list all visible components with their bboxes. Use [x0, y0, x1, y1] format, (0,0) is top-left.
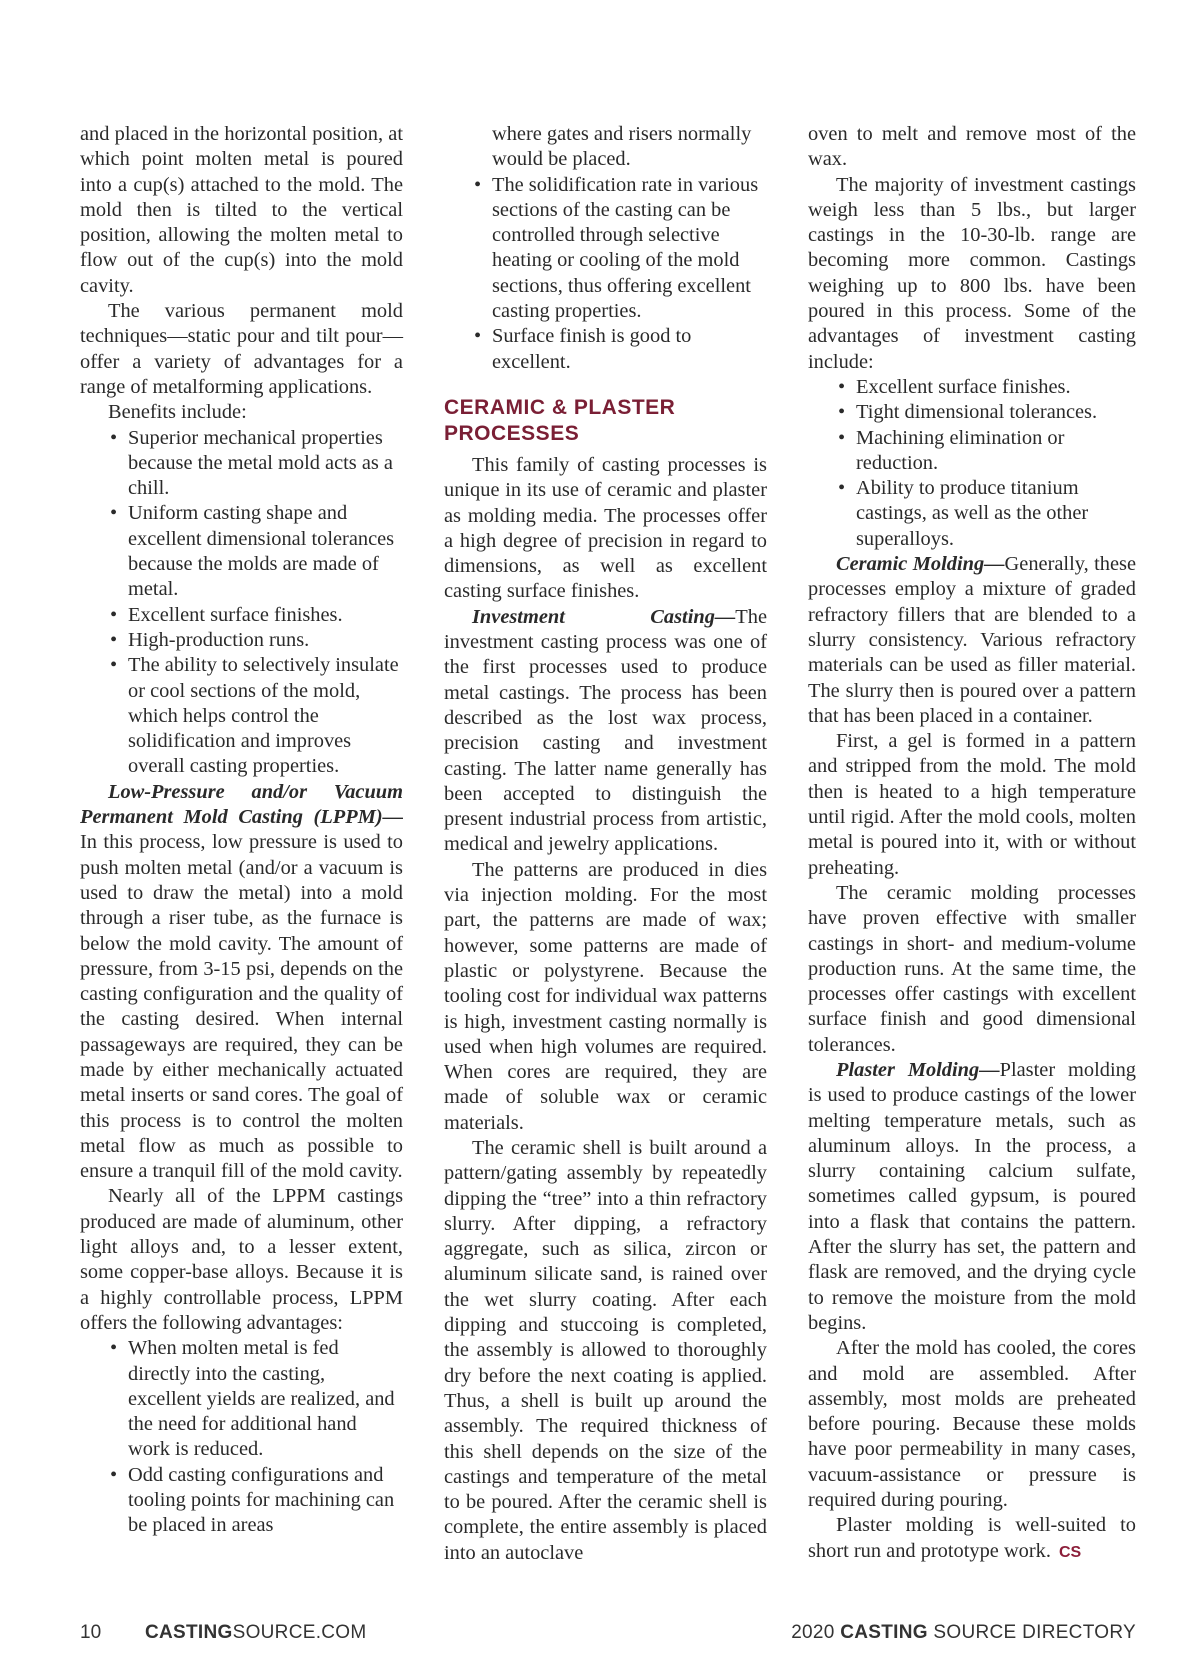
site-name [145, 1622, 367, 1644]
list-item: • Uniform casting shape and excellent dimensional tolerances because the molds are made of metal. [80, 501, 403, 602]
list-item: • Machining elimination or reduction. [808, 426, 1136, 477]
list-item-continued: where gates and risers normally would be placed. [492, 123, 752, 171]
paragraph: First, a gel is formed in a pattern and stripped from the mold. The mold then is heated to a high temperature until rigid. After the mold cools, molten metal is poured into it, with or without preheating. [808, 730, 1136, 879]
column-1 [80, 122, 403, 1539]
paragraph: oven to melt and remove most of the wax. [808, 123, 1136, 171]
list-item: • Tight dimensional tolerances. [808, 400, 1136, 425]
list-item: • Surface finish is good to excellent. [444, 324, 767, 375]
directory-year: 2020 [791, 1622, 841, 1643]
section-heading: CERAMIC & PLASTER PROCESSES [444, 395, 676, 445]
closing-paragraph [808, 1513, 1136, 1565]
plaster-paragraph [808, 1058, 1136, 1336]
paragraph: The ceramic shell is built around a pattern/gating assembly by repeatedly dipping the “tree” into a thin refractory slurry. After dipping, a refractory aggregate, such as silica, zircon or aluminum silicate sand, is rained over the wet slurry coating. After each dipping and stuccoing is completed, the assembly is allowed to thoroughly dry before the next coating is applied. Thus, a shell is built up around the assembly. The required thickness of this shell depends on the size of the castings and temperature of the metal to be poured. After the ceramic shell is complete, the entire assembly is placed into an autoclave [444, 1136, 767, 1564]
investment-advantages-list [808, 375, 1136, 552]
investment-subhead: Investment Casting— [472, 605, 736, 628]
column-3 [808, 122, 1136, 1565]
list-item: • When molten metal is fed directly into the casting, excellent yields are realized, and the need for additional hand work is reduced. [80, 1336, 403, 1462]
list-item: • The solidification rate in various sections of the casting can be controlled through selective heating or cooling of the mold sections, thus offering excellent casting properties. [444, 173, 767, 325]
investment-text: The investment casting process was one of the first processes used to produce metal castings. The process has been described as the lost wax process, precision casting and investment casting. The latter name generally has been accepted to distinguish the present industrial process from artistic, medical and jewelry applications. [444, 605, 767, 856]
ceramic-paragraph [808, 552, 1136, 729]
list-item: • High-production runs. [80, 628, 403, 653]
continued-list [444, 122, 767, 375]
paragraph: and placed in the horizontal position, at which point molten metal is poured into a cup(s) attached to the mold. The mold then is tilted to the vertical position, allowing the molten metal to flow out of the cup(s) into the mold cavity. [80, 123, 403, 297]
closing-text: Plaster molding is well-suited to short run and prototype work. [808, 1514, 1136, 1562]
lppm-advantages-list [80, 1336, 403, 1538]
directory-rest: SOURCE DIRECTORY [927, 1622, 1136, 1643]
end-mark: CS [1058, 1543, 1082, 1561]
list-item: • Ability to produce titanium castings, as well as the other superalloys. [808, 476, 1136, 552]
list-item: • Odd casting configurations and tooling points for machining can be placed in areas [80, 1463, 403, 1539]
site-name-rest: SOURCE.COM [232, 1622, 367, 1643]
paragraph: This family of casting processes is unique in its use of ceramic and plaster as molding media. The processes offer a high degree of precision in regard to dimensions, as well as excellent casting surface finishes. [444, 453, 767, 603]
ceramic-text: Generally, these processes employ a mixture of graded refractory fillers that are blended to a slurry consistency. Various refractory materials can be used as filler material. The slurry then is poured over a pattern that has been placed in a container. [808, 553, 1137, 727]
benefits-list [80, 426, 403, 780]
ceramic-subhead: Ceramic Molding— [836, 553, 1005, 576]
lppm-paragraph [80, 780, 403, 1185]
plaster-subhead: Plaster Molding— [836, 1058, 1000, 1081]
paragraph: After the mold has cooled, the cores and mold are assembled. After assembly, most molds are preheated before pouring. Because these molds have poor permeability in many cases, vacuum-assistance or pressure is required during pouring. [808, 1337, 1136, 1512]
site-name-bold: CASTING [145, 1622, 233, 1643]
list-item: • The ability to selectively insulate or cool sections of the mold, which helps control the solidification and improves overall casting properties. [80, 653, 403, 779]
paragraph: The majority of investment castings weigh less than 5 lbs., but larger castings in the 10-30-lb. range are becoming more common. Castings weighing up to 800 lbs. have been poured in this process. Some of the advantages of investment casting include: [808, 173, 1136, 373]
directory-title [791, 1622, 1136, 1644]
plaster-text: Plaster molding is used to produce castings of the lower melting temperature metals, such as aluminum alloys. In the process, a slurry containing calcium sulfate, sometimes called gypsum, is poured into a flask that contains the pattern. After the slurry has set, the pattern and flask are removed, and the drying cycle to remove the moisture from the mold begins. [808, 1058, 1136, 1334]
list-item: • Superior mechanical properties because the metal mold acts as a chill. [80, 426, 403, 502]
paragraph: The patterns are produced in dies via injection molding. For the most part, the patterns are made of wax; however, some patterns are made of plastic or polystyrene. Because the tooling cost for individual wax patterns is high, investment casting normally is used when high volumes are required. When cores are required, they are made of soluble wax or ceramic materials. [444, 858, 767, 1134]
list-item: • Excellent surface finishes. [808, 375, 1136, 400]
lppm-subhead: Low-Pressure and/or Vacuum Permanent Mold Casting (LPPM)— [80, 780, 403, 829]
list-item: • Excellent surface finishes. [80, 603, 403, 628]
investment-paragraph [444, 605, 767, 858]
column-2 [444, 122, 767, 1566]
directory-bold: CASTING [840, 1622, 928, 1643]
lppm-text: In this process, low pressure is used to push molten metal (and/or a vacuum is used to draw the metal) into a mold through a riser tube, as the furnace is below the mold cavity. The amount of pressure, from 3-15 psi, depends on the casting configuration and the quality of the casting desired. When internal passageways are required, they can be made by either mechanically actuated metal inserts or sand cores. The goal of this process is to control the molten metal flow as much as possible to ensure a tranquil fill of the mold cavity. [80, 831, 403, 1183]
page-number: 10 [80, 1622, 102, 1643]
benefits-intro: Benefits include: [108, 401, 247, 424]
paragraph: Nearly all of the LPPM castings produced are made of aluminum, other light alloys and, to a lesser extent, some copper-base alloys. Because it is a highly controllable process, LPPM offers the following advantages: [80, 1185, 403, 1334]
paragraph: The ceramic molding processes have proven effective with smaller castings in short- and medium-volume production runs. At the same time, the processes offer castings with excellent surface finish and good dimensional tolerances. [808, 881, 1136, 1056]
paragraph: The various permanent mold techniques—static pour and tilt pour—offer a variety of advantages for a range of metalforming applications. [80, 300, 403, 398]
